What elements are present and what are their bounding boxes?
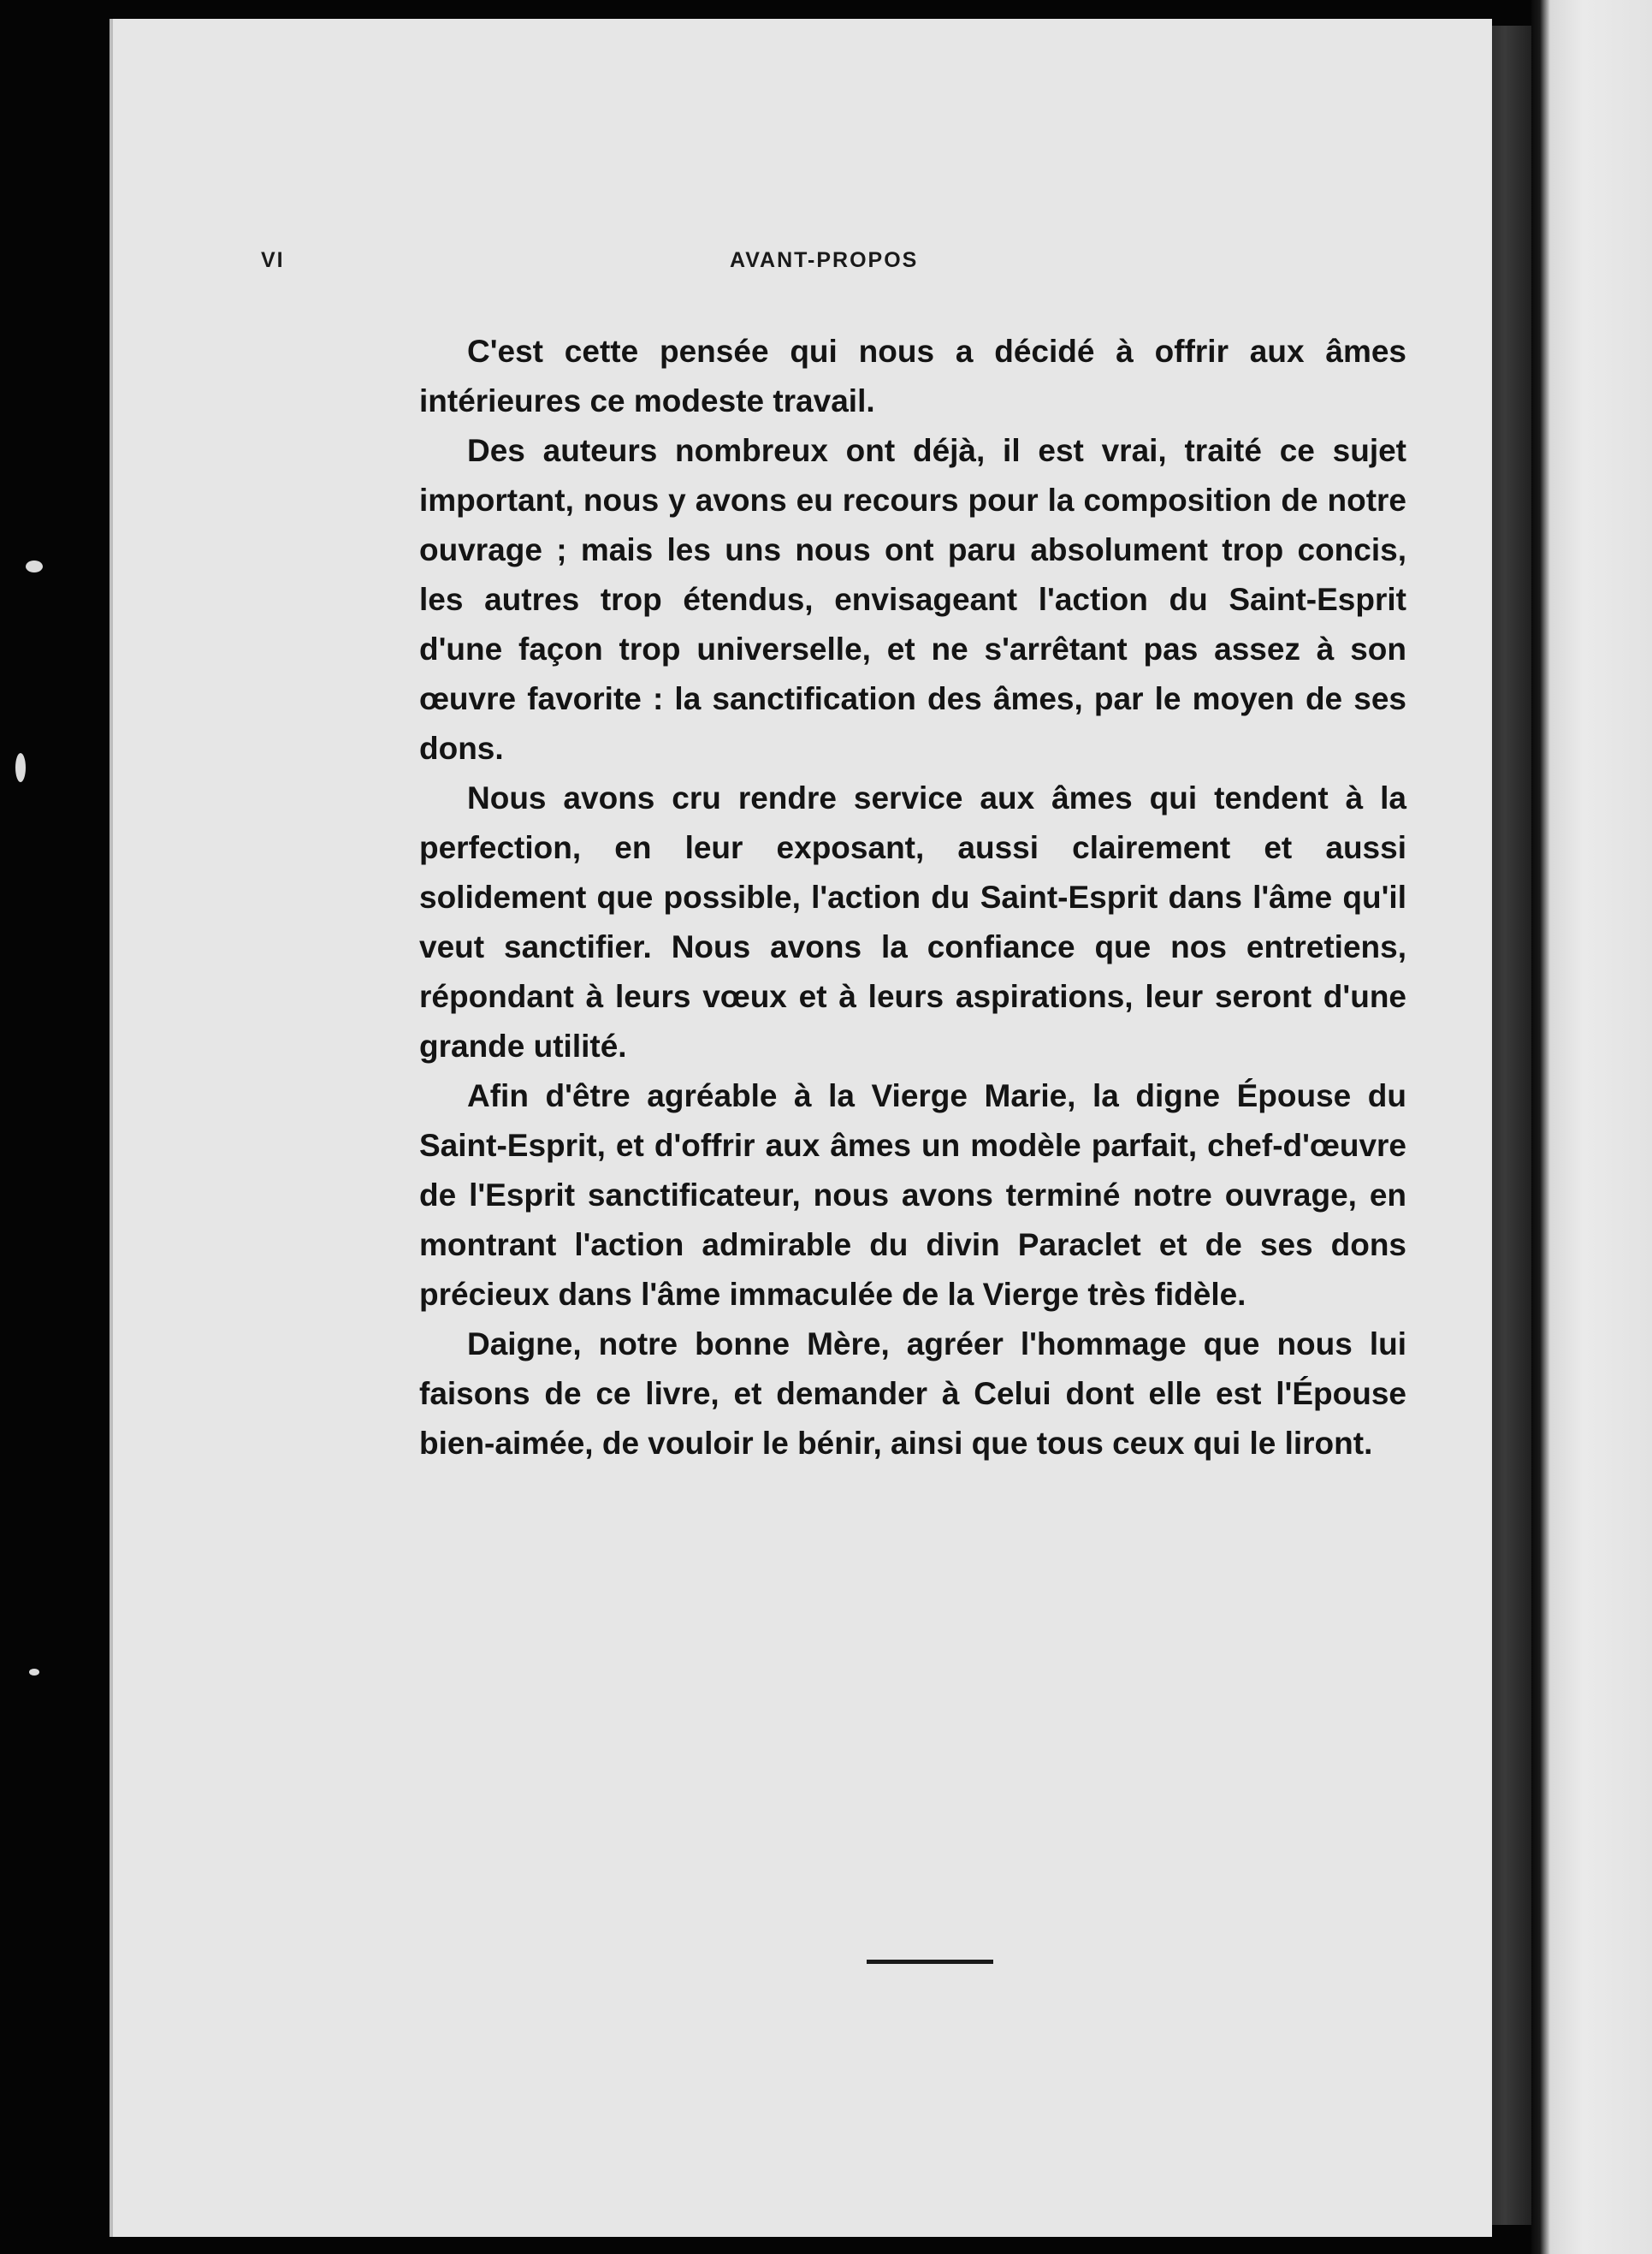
body-text xyxy=(419,327,1406,1468)
paragraph-2: Des auteurs nombreux ont déjà, il est vrai, traité ce sujet important, nous y avons eu recours pour la composition de notre ouvrage ; mais les uns nous ont paru absolument trop concis, les autres trop étendus, envisageant l'action du Saint-Esprit d'une façon trop universelle, et ne s'arrêtant pas assez à son œuvre favorite : la sanctification des âmes, par le moyen de ses dons. xyxy=(419,433,1406,766)
end-rule xyxy=(867,1960,993,1964)
paragraph-5: Daigne, notre bonne Mère, agréer l'hommage que nous lui faisons de ce livre, et demander à Celui dont elle est l'Épouse bien-aimée, de vouloir le bénir, ainsi que tous ceux qui le liront. xyxy=(419,1326,1406,1461)
page-header xyxy=(261,248,1373,282)
paragraph-1: C'est cette pensée qui nous a décidé à offrir aux âmes intérieures ce modeste travail. xyxy=(419,334,1406,418)
paragraph-4: Afin d'être agréable à la Vierge Marie, la digne Épouse du Saint-Esprit, et d'offrir aux âmes un modèle parfait, chef-d'œuvre de l'Esprit sanctificateur, nous avons terminé notre ouvrage, en montrant l'action admirable du divin Paraclet et de ses dons précieux dans l'âme immaculée de la Vierge très fidèle. xyxy=(419,1078,1406,1312)
scan-speck xyxy=(15,753,26,782)
paragraph-3: Nous avons cru rendre service aux âmes qui tendent à la perfection, en leur exposant, aussi clairement et aussi solidement que possible, l'action du Saint-Esprit dans l'âme qu'il veut sanctifier. Nous avons la confiance que nos entretiens, répondant à leurs vœux et à leurs aspirations, leur seront d'une grande utilité. xyxy=(419,780,1406,1064)
scan-speck xyxy=(29,1669,39,1676)
adjacent-page-edge xyxy=(1531,0,1652,2254)
scan-speck xyxy=(26,561,43,572)
page-number: VI xyxy=(261,248,285,272)
running-title: AVANT-PROPOS xyxy=(730,248,919,272)
book-spine-shadow xyxy=(1484,26,1536,2225)
